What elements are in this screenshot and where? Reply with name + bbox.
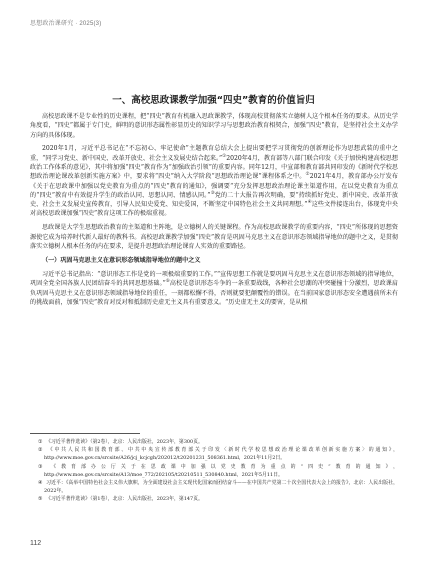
footnote-mark: ⑤ bbox=[38, 496, 43, 503]
paragraph-text: 高校思政课不是专业性的历史课程，把“四史”教育有机融入思政课教学，体现高校贯彻落实立德树人这个根本任务的要求。从历史学角度看，“四史”都属于专门史，鲜明的意识形态属性彰显历史的知识学习与思想政治教育相契合，加强“四史”教育，是坚持社会主义办学方向的具体体现。 bbox=[30, 113, 398, 139]
page-number: 112 bbox=[30, 540, 42, 547]
footnote bbox=[30, 446, 398, 462]
footnote-mark: ④ bbox=[38, 480, 43, 487]
paragraph-text: 思政课是大学生思想政治教育的主渠道和主阵地，是立德树人的关键课程。作为高校思政课教学的重要内容，“四史”所体现的思想资源使它成为培养时代新人最好的教科书。高校思政课教学加强“四史”教育是巩固马克思主义在意识形态领域指导地位的题中之义，是贯彻落实立德树人根本任务的内在要求，是提升思想政治理论课育人实效的重要路径。 bbox=[30, 224, 398, 250]
paragraph bbox=[30, 144, 398, 218]
footnotes bbox=[30, 438, 398, 504]
paragraph-text: 高校是意识形态斗争的一条重要战线，各种社会思潮的冲突碰撞十分激烈，思政课肩负巩固马克思主义在意识形态领域指导地位的重任，一刻都松懈不得，否则就要犯颠覆性的错误。在当前国家意识形态安全遭遇前所未有的挑战面前，加强“四史”教育对反对和抵制历史虚无主义具有重要意义。“历史虚无主义的要害，是从根 bbox=[30, 280, 398, 306]
footnote-text[interactable]: 《教育部办公厅关于在思政课中加强以党史教育为重点的“四史”教育的通知》，http://www.moe.gov.cn/srcsite/A13/moe_772/202105/t20210511_530840.html，2021年5月11日。 bbox=[44, 463, 398, 478]
footnote-ref[interactable]: ① bbox=[222, 153, 227, 159]
paragraph-text: 这些文件接连出台，体现党中央对高校思政课加强“四史”教育这项工作的极端重视。 bbox=[30, 201, 398, 218]
footnote-ref[interactable]: ④ bbox=[307, 200, 312, 206]
footnote-text: 《习近平著作选读》（第1卷），北京：人民出版社，2023年，第147页。 bbox=[46, 496, 203, 503]
footnote-text[interactable]: 《中共人民共和国教育部、中共中央宣传部教育部关于印发〈新时代学校思想政治理论课改革创新实施方案〉的通知》，http://www.moe.gov.cn/srcsite/A26/jcj_kcjcgh/202012/t20201231_508361.html，2021年11月2日。 bbox=[44, 447, 398, 462]
paragraph-text: 2020年1月，习近平总书记在“不忘初心、牢记使命”主题教育总结大会上提出要把学习贯彻党的创新理论作为思想武装的重中之重，“同学习党史、新中国史、改革开放史、社会主义发展史结合起来。” bbox=[30, 145, 398, 162]
paragraph-text: 2020年4月，教育部等八部门联合印发《关于加快构建高校思想政治工作体系的意见》，其中将加强“四史”教育作为“加强政治引领”的重要内容。同年12月，中宣部和教育部共同印发的《新时代学校思想政治理论课改革创新实施方案》中，要求将“四史”纳入大学阶段“思想政治理论课”课程体系之中。 bbox=[30, 154, 398, 181]
footnote-mark: ③ bbox=[38, 463, 43, 470]
subsection-title: （一）巩固马克思主义在意识形态领域指导地位的题中之义 bbox=[42, 256, 201, 264]
footnote-ref[interactable]: ⑤ bbox=[165, 279, 170, 285]
footnote-text: 习近平：《高举中国特色社会主义伟大旗帜，为全面建设社会主义现代化国家而团结奋斗——在中国共产党第二十次全国代表大会上的报告》，北京：人民出版社，2022年。 bbox=[44, 480, 398, 495]
footnote-ref[interactable]: ③ bbox=[210, 190, 215, 196]
paragraph-text: 党的二十大报告再次明确，要“持续抓好党史、新中国史、改革开放史、社会主义发展史宣传教育，引导人民知史爱党、知史爱国，不断坚定中国特色社会主义共同理想。” bbox=[30, 191, 399, 209]
footnote-text: 《习近平著作选读》（第2卷），北京：人民出版社，2023年，第300页。 bbox=[46, 439, 203, 445]
paragraph-text: 习近平总书记指出：“意识形态工作是党的一项极端重要的工作。”“宣传思想工作就是要巩固马克思主义在意识形态领域的指导地位，巩固全党全国各族人民团结奋斗的共同思想基础。” bbox=[30, 270, 398, 288]
footnote bbox=[30, 479, 398, 495]
footnote bbox=[30, 438, 398, 446]
running-head: 思想政治课研究 · 2025(3) bbox=[30, 21, 102, 27]
footnote-mark: ② bbox=[38, 447, 43, 454]
paragraph bbox=[30, 112, 398, 140]
section-title: 一、高校思政课教学加强“四史”教育的价值旨归 bbox=[112, 95, 315, 106]
paragraph bbox=[30, 223, 398, 251]
footnote bbox=[30, 495, 398, 503]
footnote bbox=[30, 463, 398, 479]
footnote-ref[interactable]: ② bbox=[305, 172, 310, 178]
footnote-mark: ① bbox=[38, 439, 43, 445]
article-body bbox=[30, 112, 398, 312]
paragraph-text: 2021年4月，教育部办公厅发布《关于在思政课中加强以党史教育为重点的“四史”教育的通知》，强调要“充分发挥思想政治理论课主渠道作用，在以党史教育为重点的“四史”教育中有效提升学生的政治认同、思想认同、情感认同。” bbox=[30, 173, 398, 199]
paragraph bbox=[30, 270, 398, 307]
footnote-divider bbox=[30, 433, 140, 434]
